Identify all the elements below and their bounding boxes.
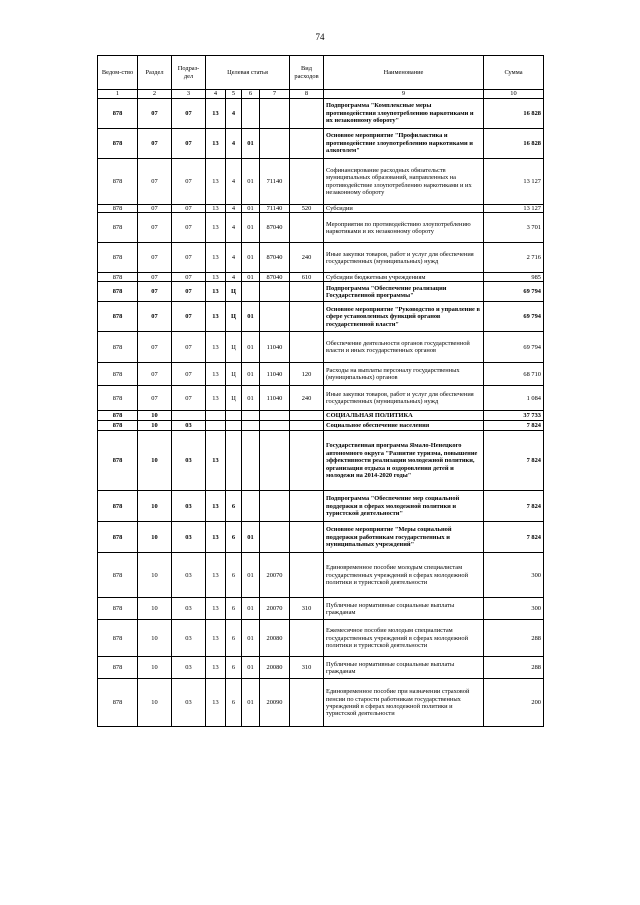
table-row	[98, 553, 544, 598]
header-celevaya-statya: Целевая статья	[206, 56, 290, 90]
cell-vedomstvo: 878	[98, 620, 138, 657]
cell-summa: 69 794	[484, 302, 544, 332]
table-row	[98, 332, 544, 363]
cell-celevaya-2: Ц	[226, 363, 242, 386]
cell-podrazdel: 07	[172, 129, 206, 159]
cell-podrazdel: 07	[172, 302, 206, 332]
cell-celevaya-3	[242, 491, 260, 522]
cell-podrazdel: 07	[172, 273, 206, 282]
cell-celevaya-3: 01	[242, 205, 260, 213]
cell-naimenovanie: Социальное обеспечение населения	[324, 421, 484, 431]
cell-naimenovanie: Основное мероприятие "Профилактика и противодействие злоупотреблению наркотиками и алкоголем"	[324, 129, 484, 159]
cell-razdel: 07	[138, 302, 172, 332]
cell-celevaya-2: 6	[226, 491, 242, 522]
cell-vedomstvo: 878	[98, 657, 138, 679]
cell-vedomstvo: 878	[98, 273, 138, 282]
cell-celevaya-4: 20070	[260, 553, 290, 598]
table-row	[98, 620, 544, 657]
cell-naimenovanie: Иные закупки товаров, работ и услуг для обеспечения государственных (муниципальных) нужд	[324, 243, 484, 273]
table-row	[98, 679, 544, 727]
column-number: 3	[172, 90, 206, 99]
cell-vedomstvo: 878	[98, 679, 138, 727]
budget-table	[97, 55, 544, 727]
cell-celevaya-3	[242, 431, 260, 491]
cell-razdel: 07	[138, 213, 172, 243]
cell-naimenovanie: Публичные нормативные социальные выплаты гражданам	[324, 598, 484, 620]
cell-razdel: 10	[138, 657, 172, 679]
cell-celevaya-3: 01	[242, 553, 260, 598]
cell-celevaya-3: 01	[242, 159, 260, 205]
cell-summa: 300	[484, 598, 544, 620]
header-row	[98, 56, 544, 90]
cell-razdel: 10	[138, 598, 172, 620]
cell-podrazdel: 07	[172, 363, 206, 386]
cell-celevaya-4: 20080	[260, 620, 290, 657]
cell-celevaya-2	[226, 431, 242, 491]
table-row	[98, 363, 544, 386]
cell-summa: 200	[484, 679, 544, 727]
table-row	[98, 491, 544, 522]
cell-razdel: 10	[138, 522, 172, 553]
cell-razdel: 07	[138, 282, 172, 302]
cell-celevaya-1: 13	[206, 159, 226, 205]
cell-celevaya-2	[226, 411, 242, 421]
cell-podrazdel: 03	[172, 679, 206, 727]
cell-celevaya-3: 01	[242, 620, 260, 657]
cell-vid-rashodov	[290, 159, 324, 205]
cell-naimenovanie: Основное мероприятие "Меры социальной поддержки работникам государственных и муниципальных учреждений"	[324, 522, 484, 553]
cell-celevaya-2: 4	[226, 99, 242, 129]
cell-podrazdel: 03	[172, 553, 206, 598]
cell-vedomstvo: 878	[98, 243, 138, 273]
cell-razdel: 07	[138, 363, 172, 386]
cell-celevaya-4: 87040	[260, 243, 290, 273]
cell-celevaya-4: 20080	[260, 657, 290, 679]
cell-celevaya-4	[260, 431, 290, 491]
cell-celevaya-1: 13	[206, 302, 226, 332]
table-row	[98, 598, 544, 620]
cell-celevaya-4	[260, 421, 290, 431]
cell-vid-rashodov: 240	[290, 243, 324, 273]
cell-podrazdel: 03	[172, 431, 206, 491]
cell-vid-rashodov	[290, 491, 324, 522]
cell-vid-rashodov	[290, 421, 324, 431]
cell-vedomstvo: 878	[98, 421, 138, 431]
cell-celevaya-4	[260, 99, 290, 129]
cell-summa: 288	[484, 620, 544, 657]
cell-celevaya-2: Ц	[226, 332, 242, 363]
cell-celevaya-3: 01	[242, 273, 260, 282]
cell-celevaya-1: 13	[206, 213, 226, 243]
cell-celevaya-2: 6	[226, 679, 242, 727]
cell-celevaya-2	[226, 421, 242, 431]
cell-naimenovanie: Ежемесячное пособие молодым специалистам государственных учреждений в сферах молодежной политики и туристской деятельности	[324, 620, 484, 657]
table-row	[98, 205, 544, 213]
cell-celevaya-1: 13	[206, 598, 226, 620]
cell-naimenovanie: Подпрограмма "Обеспечение реализации Государственной программы"	[324, 282, 484, 302]
cell-vid-rashodov	[290, 302, 324, 332]
cell-vedomstvo: 878	[98, 522, 138, 553]
cell-razdel: 07	[138, 129, 172, 159]
cell-celevaya-3	[242, 421, 260, 431]
cell-celevaya-4	[260, 302, 290, 332]
cell-vedomstvo: 878	[98, 553, 138, 598]
cell-celevaya-3: 01	[242, 302, 260, 332]
cell-celevaya-2: 6	[226, 522, 242, 553]
cell-celevaya-3: 01	[242, 129, 260, 159]
cell-celevaya-2: 4	[226, 213, 242, 243]
cell-naimenovanie: Субсидии бюджетным учреждениям	[324, 273, 484, 282]
cell-vedomstvo: 878	[98, 411, 138, 421]
cell-razdel: 10	[138, 421, 172, 431]
cell-razdel: 10	[138, 679, 172, 727]
cell-vedomstvo: 878	[98, 129, 138, 159]
cell-summa: 69 794	[484, 282, 544, 302]
cell-celevaya-3: 01	[242, 213, 260, 243]
cell-celevaya-4: 11040	[260, 363, 290, 386]
cell-vid-rashodov: 610	[290, 273, 324, 282]
cell-celevaya-2: 4	[226, 205, 242, 213]
cell-naimenovanie: Иные закупки товаров, работ и услуг для обеспечения государственных (муниципальных) нужд	[324, 386, 484, 411]
cell-summa: 7 824	[484, 431, 544, 491]
header-summa: Сумма	[484, 56, 544, 90]
column-number: 8	[290, 90, 324, 99]
table-row	[98, 243, 544, 273]
cell-celevaya-2: Ц	[226, 282, 242, 302]
cell-vedomstvo: 878	[98, 159, 138, 205]
cell-celevaya-4	[260, 491, 290, 522]
cell-vid-rashodov	[290, 431, 324, 491]
cell-vid-rashodov	[290, 213, 324, 243]
cell-vid-rashodov	[290, 679, 324, 727]
cell-vedomstvo: 878	[98, 491, 138, 522]
cell-celevaya-4	[260, 129, 290, 159]
cell-celevaya-3	[242, 411, 260, 421]
table-row	[98, 522, 544, 553]
cell-celevaya-3: 01	[242, 386, 260, 411]
cell-celevaya-1: 13	[206, 553, 226, 598]
cell-celevaya-4: 87040	[260, 273, 290, 282]
cell-celevaya-2: Ц	[226, 386, 242, 411]
cell-podrazdel: 07	[172, 243, 206, 273]
header-vid-rashodov: Вид расходов	[290, 56, 324, 90]
cell-razdel: 10	[138, 620, 172, 657]
cell-razdel: 07	[138, 243, 172, 273]
cell-podrazdel: 03	[172, 522, 206, 553]
cell-naimenovanie: Расходы на выплаты персоналу государственных (муниципальных) органов	[324, 363, 484, 386]
cell-podrazdel: 07	[172, 205, 206, 213]
cell-naimenovanie: Подпрограмма "Комплексные меры противодействия злоупотреблению наркотиками и их незаконному обороту"	[324, 99, 484, 129]
table-row	[98, 386, 544, 411]
cell-razdel: 10	[138, 411, 172, 421]
cell-vedomstvo: 878	[98, 431, 138, 491]
cell-summa: 37 733	[484, 411, 544, 421]
column-number: 1	[98, 90, 138, 99]
cell-vedomstvo: 878	[98, 205, 138, 213]
cell-podrazdel: 03	[172, 491, 206, 522]
cell-vid-rashodov: 310	[290, 657, 324, 679]
cell-summa: 7 824	[484, 491, 544, 522]
cell-podrazdel: 07	[172, 159, 206, 205]
cell-naimenovanie: Подпрограмма "Обеспечение мер социальной поддержки в сферах молодежной политики и туристской деятельности"	[324, 491, 484, 522]
table-row	[98, 302, 544, 332]
cell-vid-rashodov	[290, 522, 324, 553]
table-row	[98, 129, 544, 159]
cell-celevaya-3	[242, 282, 260, 302]
column-number: 4	[206, 90, 226, 99]
cell-summa: 13 127	[484, 205, 544, 213]
cell-celevaya-2: 6	[226, 657, 242, 679]
page-number: 74	[315, 32, 325, 42]
cell-razdel: 10	[138, 553, 172, 598]
cell-celevaya-4	[260, 522, 290, 553]
header-vedomstvo: Ведом-ство	[98, 56, 138, 90]
cell-celevaya-1: 13	[206, 282, 226, 302]
cell-celevaya-4: 11040	[260, 386, 290, 411]
cell-celevaya-1: 13	[206, 363, 226, 386]
cell-summa: 7 824	[484, 522, 544, 553]
cell-celevaya-1: 13	[206, 522, 226, 553]
cell-podrazdel: 07	[172, 282, 206, 302]
cell-vid-rashodov	[290, 620, 324, 657]
cell-celevaya-3: 01	[242, 243, 260, 273]
cell-celevaya-1: 13	[206, 679, 226, 727]
cell-vid-rashodov	[290, 553, 324, 598]
cell-celevaya-3: 01	[242, 332, 260, 363]
cell-celevaya-1	[206, 411, 226, 421]
cell-naimenovanie: Основное мероприятие "Руководство и управление в сфере установленных функций органов государственной власти"	[324, 302, 484, 332]
cell-vedomstvo: 878	[98, 99, 138, 129]
table-row	[98, 159, 544, 205]
cell-vid-rashodov	[290, 282, 324, 302]
cell-vedomstvo: 878	[98, 302, 138, 332]
cell-vid-rashodov: 520	[290, 205, 324, 213]
cell-celevaya-1: 13	[206, 243, 226, 273]
cell-vedomstvo: 878	[98, 332, 138, 363]
cell-vedomstvo: 878	[98, 363, 138, 386]
cell-vedomstvo: 878	[98, 386, 138, 411]
cell-celevaya-1: 13	[206, 205, 226, 213]
cell-celevaya-1: 13	[206, 657, 226, 679]
column-number: 5	[226, 90, 242, 99]
cell-celevaya-3: 01	[242, 522, 260, 553]
cell-razdel: 07	[138, 386, 172, 411]
cell-celevaya-2: 6	[226, 553, 242, 598]
table-row	[98, 421, 544, 431]
cell-celevaya-3: 01	[242, 363, 260, 386]
cell-naimenovanie: Единовременное пособие при назначении страховой пенсии по старости работникам государственных учреждений в сферах молодежной политики и туристской деятельности	[324, 679, 484, 727]
cell-celevaya-3: 01	[242, 679, 260, 727]
cell-celevaya-4: 11040	[260, 332, 290, 363]
cell-celevaya-2: 4	[226, 243, 242, 273]
cell-podrazdel: 03	[172, 657, 206, 679]
cell-razdel: 10	[138, 491, 172, 522]
cell-vid-rashodov: 120	[290, 363, 324, 386]
cell-celevaya-1	[206, 421, 226, 431]
cell-summa: 69 794	[484, 332, 544, 363]
cell-naimenovanie: Обеспечение деятельности органов государственной власти и иных государственных органов	[324, 332, 484, 363]
cell-podrazdel: 03	[172, 620, 206, 657]
cell-vid-rashodov	[290, 332, 324, 363]
cell-celevaya-2: Ц	[226, 302, 242, 332]
cell-vedomstvo: 878	[98, 282, 138, 302]
cell-summa: 1 084	[484, 386, 544, 411]
column-number: 2	[138, 90, 172, 99]
cell-summa: 985	[484, 273, 544, 282]
cell-podrazdel: 03	[172, 421, 206, 431]
cell-naimenovanie: Государственная программа Ямало-Ненецкого автономного округа "Развитие туризма, повышение эффективности реализации молодежной политики, организация отдыха и оздоровления детей и молодежи на 2014-2020 годы"	[324, 431, 484, 491]
cell-celevaya-2: 6	[226, 620, 242, 657]
cell-summa: 16 828	[484, 99, 544, 129]
table-row	[98, 213, 544, 243]
cell-naimenovanie: Софинансирование расходных обязательств муниципальных образований, направленных на противодействие злоупотреблению наркотиками и их незаконному обороту	[324, 159, 484, 205]
cell-podrazdel: 07	[172, 99, 206, 129]
cell-celevaya-2: 4	[226, 129, 242, 159]
cell-podrazdel: 07	[172, 332, 206, 363]
column-number: 9	[324, 90, 484, 99]
cell-razdel: 07	[138, 205, 172, 213]
cell-summa: 300	[484, 553, 544, 598]
cell-razdel: 07	[138, 99, 172, 129]
cell-vid-rashodov	[290, 99, 324, 129]
cell-celevaya-2: 4	[226, 159, 242, 205]
cell-celevaya-3: 01	[242, 598, 260, 620]
cell-celevaya-3	[242, 99, 260, 129]
cell-celevaya-4: 71140	[260, 159, 290, 205]
cell-naimenovanie: Публичные нормативные социальные выплаты гражданам	[324, 657, 484, 679]
cell-celevaya-4	[260, 282, 290, 302]
cell-podrazdel: 07	[172, 213, 206, 243]
cell-vid-rashodov	[290, 129, 324, 159]
cell-summa: 16 828	[484, 129, 544, 159]
cell-celevaya-1: 13	[206, 620, 226, 657]
cell-vid-rashodov	[290, 411, 324, 421]
table-row	[98, 99, 544, 129]
column-number-row	[98, 90, 544, 99]
table-row	[98, 657, 544, 679]
cell-razdel: 07	[138, 159, 172, 205]
column-number: 7	[260, 90, 290, 99]
cell-naimenovanie: Единовременное пособие молодым специалистам государственных учреждений в сферах молодежной политики и туристской деятельности	[324, 553, 484, 598]
cell-celevaya-1: 13	[206, 332, 226, 363]
table-row	[98, 273, 544, 282]
cell-vid-rashodov: 310	[290, 598, 324, 620]
cell-celevaya-1: 13	[206, 273, 226, 282]
cell-celevaya-1: 13	[206, 99, 226, 129]
table-row	[98, 411, 544, 421]
cell-celevaya-4	[260, 411, 290, 421]
cell-celevaya-1: 13	[206, 386, 226, 411]
header-razdel: Раздел	[138, 56, 172, 90]
header-naimenovanie: Наименование	[324, 56, 484, 90]
cell-summa: 3 701	[484, 213, 544, 243]
cell-celevaya-4: 87040	[260, 213, 290, 243]
cell-vid-rashodov: 240	[290, 386, 324, 411]
cell-celevaya-1: 13	[206, 491, 226, 522]
cell-naimenovanie: СОЦИАЛЬНАЯ ПОЛИТИКА	[324, 411, 484, 421]
cell-celevaya-2: 4	[226, 273, 242, 282]
cell-razdel: 07	[138, 332, 172, 363]
cell-celevaya-1: 13	[206, 431, 226, 491]
cell-celevaya-4: 71140	[260, 205, 290, 213]
header-podrazdel: Подраз-дел	[172, 56, 206, 90]
cell-podrazdel: 03	[172, 598, 206, 620]
cell-naimenovanie: Субсидии	[324, 205, 484, 213]
cell-podrazdel	[172, 411, 206, 421]
cell-celevaya-4: 20070	[260, 598, 290, 620]
cell-celevaya-3: 01	[242, 657, 260, 679]
cell-summa: 288	[484, 657, 544, 679]
column-number: 6	[242, 90, 260, 99]
cell-podrazdel: 07	[172, 386, 206, 411]
cell-celevaya-4: 20090	[260, 679, 290, 727]
cell-summa: 13 127	[484, 159, 544, 205]
column-number: 10	[484, 90, 544, 99]
table-row	[98, 282, 544, 302]
cell-celevaya-2: 6	[226, 598, 242, 620]
cell-naimenovanie: Мероприятия по противодействию злоупотреблению наркотиками и их незаконному обороту	[324, 213, 484, 243]
cell-summa: 2 716	[484, 243, 544, 273]
cell-vedomstvo: 878	[98, 598, 138, 620]
cell-vedomstvo: 878	[98, 213, 138, 243]
cell-razdel: 07	[138, 273, 172, 282]
table-row	[98, 431, 544, 491]
cell-summa: 7 824	[484, 421, 544, 431]
cell-razdel: 10	[138, 431, 172, 491]
cell-summa: 68 710	[484, 363, 544, 386]
cell-celevaya-1: 13	[206, 129, 226, 159]
